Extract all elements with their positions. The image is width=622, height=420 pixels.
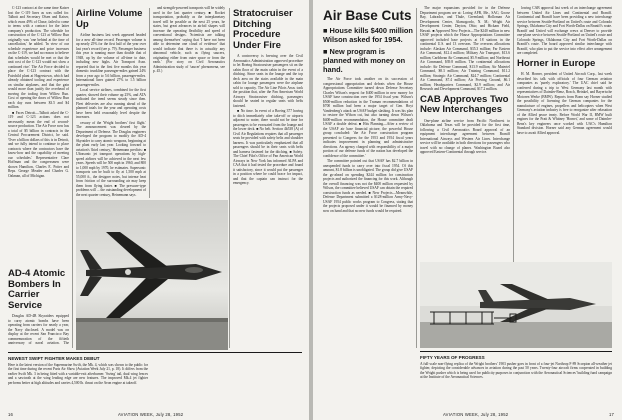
swift-caption-title: NEWEST SWIFT FIGHTER MAKES DEBUT <box>8 356 100 361</box>
airline-volume-text: Airline business last week appeared headed for a new all-time record. Passenger volume is up nearly 25% for the first half of the year over last year's record (see p. 79). Passenger business this year is running more than double that of 1948, up by the volume of all-time to date, including new highs. Air Transport Assn. reported that in the first five months this year domestic trunkline passenger-miles gained 24% from a year ago to 5.6 billion, passenger-miles. International lines gained 27% to 1.5 billion passenger-miles. <box>76 33 146 87</box>
interchange-continued-text: lowing CAB approval last week of an interchange agreement between United Air Lines and Continental and Braniff. Continental and Braniff have been providing a new interchange service between Seattle-Portland on United's route and Colorado Springs, Oklahoma City and Fort Worth-Dallas on Braniff's route. Braniff and United will exchange crews at Denver to provide one-plane service between Seattle-Portland on United's route and Colorado Springs, Oklahoma City and Fort Worth-Dallas on Braniff's route. The board approved similar interchange with Braniff, who plan to put the service into effect after arrangement are completed. <box>517 6 612 55</box>
fifty-years-photo <box>420 262 612 348</box>
stratocruiser-article <box>233 6 303 346</box>
cab-interchange-heading: CAB Approves Two New Interchanges <box>420 93 509 115</box>
right-running-foot: AVIATION WEEK, July 28, 1952 <box>443 412 509 417</box>
ad4-text: Douglas AD-4B Skyraiders equipped to carry atomic bombs have been operating from carriers for nearly a year, the Navy disclosed. A model was on display at the recent San Francisco Bay commemoration of the fiftieth anniversary of naval aviation. The <box>8 314 69 345</box>
fifty-years-caption-title: FIFTY YEARS OF PROGRESS <box>420 355 485 360</box>
stratocruiser-text-2: ■ No time. In event of a Boeing 377 having to ditch immediately after take-off or airports adjacent to water, there would not be time for passengers to be evacuated from the lounge and the lower deck. ■ No belt. Section 4b538 (A) of Civil Air Regulations requires that all passenger seats be provided with safety belts and shoulder harness. It was particularly emphasized that all passengers should be in their seats with belts and harness fastened for the ditching. ■ Safety. The Chief Pilot's Office of Pan American World Airways in New York has informed ALPA and CAA that it had tested the procedure and found it satisfactory, since it would put the passenger in a position where he could brace for impact, and that the captain can instruct for the emergency. <box>233 109 303 185</box>
swift-caption-cont <box>153 355 303 410</box>
column-divider <box>149 8 150 198</box>
airline-volume-heading: Airline Volume Up <box>76 8 143 30</box>
wright-pusher-image <box>420 262 612 348</box>
airline-volume-text-2: Local service airlines, combined for the first quarter, showed their volume up 25%, and ATA indicated the trend seems steady since then. Fleet deliveries are also running ahead of the planned totals for the year and operating costs have been held reasonably level despite the increases. <box>76 88 146 119</box>
right-folio: 17 <box>608 412 614 417</box>
air-base-text-2: The committee pointed out that USAF has $2.7 billion in unexpended funds to carry over into fiscal 1954. Of this amount, $1.8 billion is unobligated. The group did give USAF the go-ahead on spending $244 million for construction projects and authorized the financing for this work. Although the overall financing was not the $400 million requested by Wilson, the committee believed USAF can obtain the required construction funds as needed. ■ New Projects—Meanwhile, Defense Department submitted a $128-million Army-Navy-USAF 1954 public works program to Congress, stating that the projects proposed under it would be financed by money now on hand and that no new funds would be required. <box>323 159 413 213</box>
ad4-heading: AD-4 Atomic Bombers In Carrier Service <box>8 268 66 311</box>
air-base-cuts-article <box>323 6 413 346</box>
saucer-text-column <box>153 6 225 196</box>
faces-detroit-paragraph: ■ Faces Detroit—Talbott asked the C-119 and C-123 actions does not necessarily mean the end of second-source production. The Air Force now has a total of $5 billion in contracts in the Central Procurement District, he said. 'Over a billion dollars of this is in Detroit, and we fully intend to continue to place contracts where the contractors have the know-how and the capability of meeting our schedules.' Representative Clare Hoffman and the congressmen were shown Hamilton, Charles E. Potter and Reps. George Meader and Charles G. Oakman, all of Michigan. <box>8 110 69 178</box>
air-base-cuts-heading: Air Base Cuts <box>323 8 412 23</box>
air-base-bullet-1: ■ House kills $400 million Wilson asked for 1954. <box>323 26 413 44</box>
heinemann-text: cessary of the 'Wright brothers' first flight.' The announcement was cleared by the Department of Defense. The Douglas engineers developed the program to modify the AD-4 Skyraider to carry atomic weapons, beginning at the plant early last year. Looking forward to aviation's 'third century,' Heinemann predicts: ■ Ultrasonic jet transport operations by high-speed airlines will be achieved in the next few years. Speeds will be 500 mph in 1960, and 800 to 1,000 mph by 1970, he estimates. Supersonic transports can be built to fly at 1,500 mph at 55,000 ft., the designer notes, but intense heat from friction of the surrounding air may keep them from flying faster. ■ The pressure-type problems will ... the outstanding development of the next quarter century, Heinemann says. <box>76 120 146 197</box>
caption-rule <box>8 352 302 353</box>
left-running-foot: AVIATION WEEK, July 28, 1952 <box>118 412 184 417</box>
rocket-transport-text: and strength-powered transports will be widely used in the last quarter century. ■ Rocket transportation, probably as the interplanetary travel will be possible as the next 25 years, he states, but great advances in airfoil shapes will increase the operating flexibility and speed of conventional designs. 'Scientists are talking among themselves' saying that 'I have not been able to determine one cloud of evidence' that would indicate that there is in actuality any abnormal vehicle, such as flying saucers, originating either from outer space or from the earth.' (For story on Civil Aeronautics Administration study of 'saucer' phenomena, see p. 45.) <box>153 6 225 73</box>
left-folio: 16 <box>8 412 14 417</box>
swift-fighter-photo <box>76 200 228 350</box>
cab-interchange-text: One-plane airline service from Pacific Northwest to Oklahoma and Texas will be provided for the first time, following a Civil Aeronautics Board approval of an equipment interchange agreement between Braniff International Airways and Western Air Lines. Interchange service will be available in both directions for passengers who travel with no change of planes. Washington Board also approved Eastern-Continental through service. <box>420 118 510 154</box>
air-base-text: The Air Force took another on its succession of congressional appropriation and defeats when the House Appropriations Committee turned down Defense Secretary Charles Wilson's request for $400 million in new money for USAF base construction over the 1954 fiscal year. Wilson's $500-million reduction in the Truman recommendations of $700 million had been a major target of Gen. Hoyt Vandenberg's attack on USAF budget slashing. It was his plan to restore the Wilson cut, but also turning down Wilson's $400-million recommendation, the House committee dealt USAF a double defeat. ■ Hits Planning—After a review of the USAF air base financial picture, the powerful House group concluded: 'the Air Force construction program presented to Congress for the 1953 and 1954 fiscal years indicates improvement in planning and administrative directions. An agency charged with responsibility of a major portion of our defense funds of the nation has developed the confidence of the committee.' <box>323 77 413 158</box>
left-page <box>0 0 309 420</box>
ad4-article <box>8 266 69 346</box>
right-page <box>313 0 622 420</box>
swift-fighter-image <box>76 200 228 350</box>
caption-rule <box>420 351 612 352</box>
left-col-1 <box>8 6 69 261</box>
stratocruiser-text: A controversy is brewing over the Civil Aeronautics Administration approved procedure to let Boeing Stratocruiser passengers sit on the cabin floor of the main cabin in the event of a ditching. Since seats in the lounge and the top deck area on the stairs available in the main cabin for lounge passengers were the airplane sold to capacity. The Air Line Pilots Assn. took the position that, after the Pan American World Airways Stratocruiser ditching, passengers should be seated in regular seats with belts fastened. <box>233 54 303 108</box>
column-divider <box>229 8 230 348</box>
stratocruiser-heading: Stratocruiser Ditching Procedure Under Fire <box>233 8 293 51</box>
air-base-bullet-2: ■ New program is planned with money on hand. <box>323 47 406 74</box>
horner-text: H. M. Horner, president of United Aircraft Corp., last week described his talk with officials of four German aviation companies as 'purely exploratory.' The UAC chief said he conferred during a trip to West Germany last month with representatives of Daimler-Benz, Bosch, Heinkel, and Bayerische Motoren Werke (BMW). Reports from Bonn say Horner studied the possibility of licensing the German companies for the manufacture of engines, propellers and helicopters when West Germany's aviation industry is free to reorganize after relaxation of the Allied peace treaty. Before World War II, BMW built engines for the Pratt & Whitney 'Hornet,' and some of Daimler-Benz's key engineers once worked with UAC's Hamilton Standard division. Horner said any German agreement would have to await Allied approval. <box>517 72 612 135</box>
fifty-years-caption-body: A full-scale non-flying replica of the Wright brothers' 1903 pusher goes in front of a four-jet Northrop F-89 Scorpion all-weather jet fighter, depicting the considerable advances in aviation during the past 50 years. Twenty-four aircraft firms cooperated in building the Wright pusher which is being used for publicity purposes in conjunction with the Aeronautical Sciences' building fund campaign at the Institute of the Aeronautical Sciences. <box>420 361 612 379</box>
column-divider <box>416 8 417 348</box>
column-divider <box>72 8 73 348</box>
base-allocations-text: The major expansions provided for in the Defense Department program are at: Loring AFB, Me., SAC; Goose Bay, Labrador, and Thule, Greenland; Holloman Air Development Center, Alamogordo, N. M.; Wright Air Development Center, Dayton, Ohio; and Hickam Field, Hawaii. ■ Approved New Projects—The $240 million in new USAF projects which the House Appropriations Committee approved included base projects at 18 stations in the continental U.S. and 13 overseas. The overseas allocations include: Alaskan Air Command, $35.3 million; Far Eastern Air Command, $12.4 million; Military Air Transport, $13.6 million; Caribbean Air Command, $5.9 million; and Northeast Air Command, $39.8 million. The continental allocations include: Air Defense Command, $13.9 million; Air Materiel Command, $8.3 million; Air Training Command, $11.2 million; Strategic Air Command, $24.7 million; Continental Air Command, $7.4 million; Air Proving Ground, $6.1 million; Headquarters Command, $2.9 million; and Air Research and Development Command, $17.2 million. <box>420 6 510 91</box>
airline-volume-article <box>76 6 146 202</box>
article-continuation-text: C-123 contract at the same time Kaiser lost the C-119 lines as was called for. Talbott and Secretary Olsen and Kaiser, which owns 49% of Chase, failed to come to terms with a contract for the latter company's production. The schedule for construction of the C-123 at Willow Run originally was 'one behind at the time of cancellation,' he added. 'In view of our schedule experience and price increases on the C-119, we had no reason to believe that schedules would be met or that the unit cost of the C-123 would not show a continued rise.' The Air Force decided to place the C-123 contract with the Fairchild plant at Hagerstown, which had already obtained tooling and experience on similar airplanes, and that the gain would more than justify the overhead of moving the tooling from Willow Run. Cost of opening the doors of Willow Run each day runs between $3.5 and $4 million. <box>8 6 69 109</box>
fifty-years-caption <box>420 354 612 410</box>
swift-caption <box>8 355 148 410</box>
horner-heading: Horner in Europe <box>517 57 596 69</box>
swift-caption-body: Here is the latest version of the Supermarine Swift, the Mk. 4, which was shown to the public for the first time during the recent Paris Air Show (Aviation Week July 21, p. 18). It differs from the earlier Swift Mk. 3 in being fitted with a variable-exit afterburner. 'Swing' tail, dual wing fences and a sawtooth at the wing leading edge are new features. The improved Mk.4 jet fighter performs better at high altitudes and carries 4,500 lb. thrust on the Avon engine at takeoff. <box>8 362 148 385</box>
